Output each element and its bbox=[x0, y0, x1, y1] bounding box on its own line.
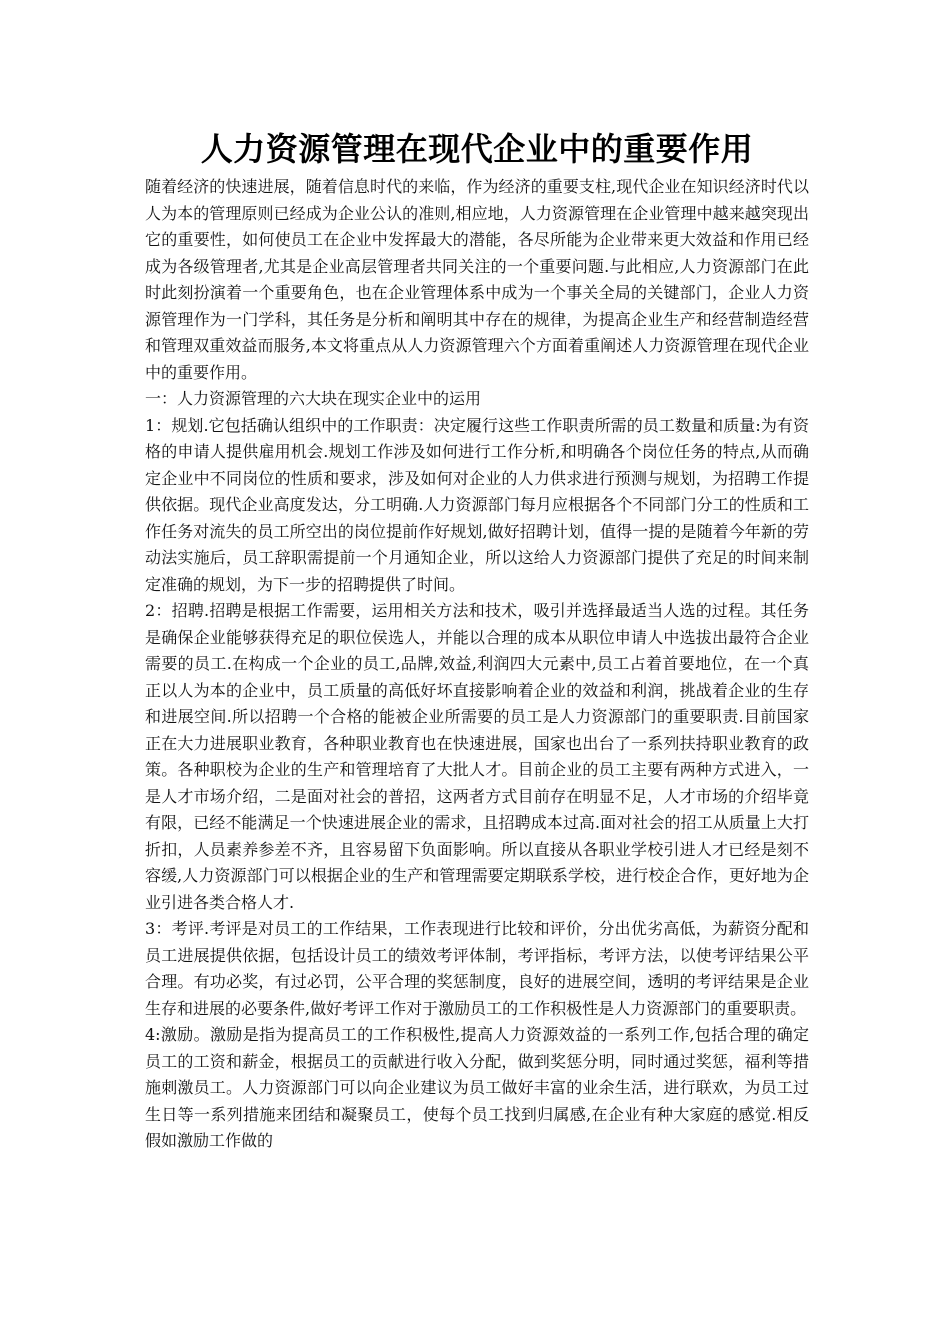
section-heading: 一：人力资源管理的六大块在现实企业中的运用 bbox=[145, 389, 482, 408]
item-evaluation-paragraph: 3：考评.考评是对员工的工作结果，工作表现进行比较和评价，分出优劣高低，为薪资分配和员工进展提供依据，包括设计员工的绩效考评体制，考评指标，考评方法，以使考评结果公平合理。有功必奖，有过必罚，公平合理的奖惩制度，良好的进展空间，透明的考评结果是企业生存和进展的必要条件,做好考评工作对于激励员工的工作积极性是人力资源部门的重要职责。 bbox=[145, 919, 809, 1018]
document-page bbox=[145, 124, 809, 1155]
item-incentive-paragraph: 4:激励。激励是指为提高员工的工作积极性,提高人力资源效益的一系列工作,包括合理的确定员工的工资和薪金，根据员工的贡献进行收入分配，做到奖惩分明，同时通过奖惩，福利等措施刺激员工。人力资源部门可以向企业建议为员工做好丰富的业余生活，进行联欢，为员工过生日等一系列措施来团结和凝聚员工，使每个员工找到归属感,在企业有种大家庭的感觉.相反假如激励工作做的 bbox=[145, 1025, 809, 1150]
document-title: 人力资源管理在现代企业中的重要作用 bbox=[200, 130, 754, 168]
item-recruitment-paragraph: 2：招聘.招聘是根据工作需要，运用相关方法和技术，吸引并选择最适当人选的过程。其任务是确保企业能够获得充足的职位侯选人，并能以合理的成本从职位申请人中选拔出最符合企业需要的员工.在构成一个企业的员工,品牌,效益,利润四大元素中,员工占着首要地位，在一个真正以人为本的企业中，员工质量的高低好坏直接影响着企业的效益和利润，挑战着企业的生存和进展空间.所以招聘一个合格的能被企业所需要的员工是人力资源部门的重要职责.目前国家正在大力进展职业教育，各种职业教育也在快速进展，国家也出台了一系列扶持职业教育的政策。各种职校为企业的生产和管理培育了大批人才。目前企业的员工主要有两种方式进入，一是人才市场介绍，二是面对社会的普招，这两者方式目前存在明显不足，人才市场的介绍毕竟有限，已经不能满足一个快速进展企业的需求，且招聘成本过高.面对社会的招工从质量上大打折扣，人员素养参差不齐，且容易留下负面影响。所以直接从各职业学校引进人才已经是刻不容缓,人力资源部门可以根据企业的生产和管理需要定期联系学校，进行校企合作，更好地为企业引进各类合格人才. bbox=[145, 601, 809, 912]
intro-paragraph: 随着经济的快速进展，随着信息时代的来临，作为经济的重要支柱,现代企业在知识经济时代以人为本的管理原则已经成为企业公认的准则,相应地，人力资源管理在企业管理中越来越突现出它的重要性，如何使员工在企业中发挥最大的潜能，各尽所能为企业带来更大效益和作用已经成为各级管理者,尤其是企业高层管理者共同关注的一个重要问题.与此相应,人力资源部门在此时此刻扮演着一个重要角色，也在企业管理体系中成为一个事关全局的关键部门，企业人力资源管理作为一门学科，其任务是分析和阐明其中存在的规律，为提高企业生产和经营制造经营和管理双重效益而服务,本文将重点从人力资源管理六个方面着重阐述人力资源管理在现代企业中的重要作用。 bbox=[145, 177, 809, 382]
item-planning-paragraph: 1：规划.它包括确认组织中的工作职责：决定履行这些工作职责所需的员工数量和质量:为有资格的申请人提供雇用机会.规划工作涉及如何进行工作分析,和明确各个岗位任务的特点,从而确定企业中不同岗位的性质和要求，涉及如何对企业的人力供求进行预测与规划，为招聘工作提供依据。现代企业高度发达，分工明确.人力资源部门每月应根据各个不同部门分工的性质和工作任务对流失的员工所空出的岗位提前作好规划,做好招聘计划，值得一提的是随着今年新的劳动法实施后，员工辞职需提前一个月通知企业，所以这给人力资源部门提供了充足的时间来制定准确的规划，为下一步的招聘提供了时间。 bbox=[145, 415, 809, 594]
document-body bbox=[145, 174, 809, 1155]
